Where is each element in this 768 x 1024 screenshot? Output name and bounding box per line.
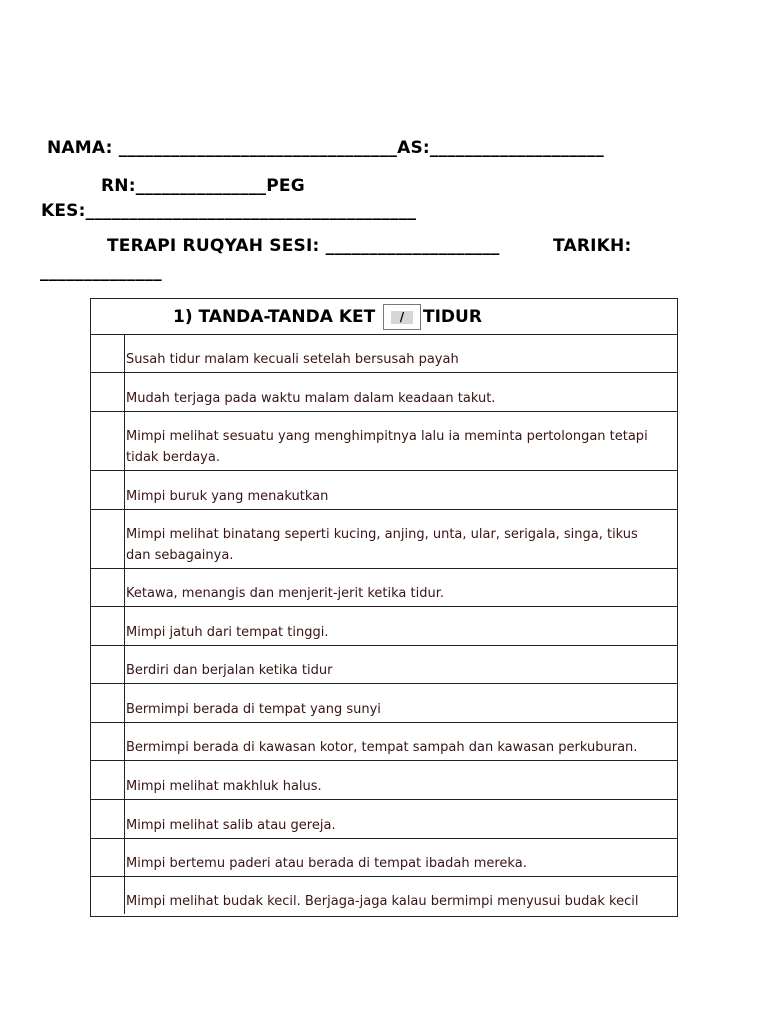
table-row [91, 877, 677, 914]
table-row [91, 412, 677, 471]
checkbox-cell[interactable] [91, 761, 125, 799]
row-text: Mimpi melihat makhluk halus. [126, 779, 322, 794]
row-text: Mudah terjaga pada waktu malam dalam keadaan takut. [126, 391, 496, 406]
slash-mark: / [391, 311, 413, 324]
terapi-sesi-line: TERAPI RUQYAH SESI: ____________________ [107, 236, 500, 256]
table-row [91, 607, 677, 646]
kes-line: KES:______________________________________ [41, 201, 417, 221]
row-text: Mimpi bertemu paderi atau berada di tempat ibadah mereka. [126, 856, 527, 871]
rn-peg-line: RN:_______________PEG [101, 176, 305, 196]
section-title-part2: TIDUR [423, 307, 482, 327]
nama-as-line: NAMA: ________________________________AS:____________________ [47, 138, 604, 158]
table-row [91, 684, 677, 723]
row-text: Mimpi melihat budak kecil. Berjaga-jaga kalau bermimpi menyusui budak kecil [126, 894, 639, 909]
checkbox-cell[interactable] [91, 412, 125, 470]
checkbox-cell[interactable] [91, 646, 125, 683]
row-text: Bermimpi berada di kawasan kotor, tempat sampah dan kawasan perkuburan. [126, 740, 638, 755]
table-row [91, 839, 677, 877]
checkbox-cell[interactable] [91, 373, 125, 411]
checkbox-cell[interactable] [91, 569, 125, 606]
row-text: Berdiri dan berjalan ketika tidur [126, 663, 333, 678]
table-row [91, 723, 677, 761]
checklist-table [90, 298, 678, 917]
table-row [91, 373, 677, 412]
row-text: Mimpi buruk yang menakutkan [126, 489, 329, 504]
row-text: Ketawa, menangis dan menjerit-jerit ketika tidur. [126, 586, 444, 601]
row-text: Mimpi melihat binatang seperti kucing, anjing, unta, ular, serigala, singa, tikus dan sebagainya. [126, 527, 638, 563]
checkbox-cell[interactable] [91, 335, 125, 372]
row-text: Bermimpi berada di tempat yang sunyi [126, 702, 381, 717]
checkbox-cell[interactable] [91, 800, 125, 838]
row-text: Susah tidur malam kecuali setelah bersusah payah [126, 352, 459, 367]
table-row [91, 335, 677, 373]
section-title-part1: 1) TANDA-TANDA KET [173, 307, 376, 327]
checkbox-cell[interactable] [91, 877, 125, 914]
table-row [91, 646, 677, 684]
checkbox-cell[interactable] [91, 471, 125, 509]
row-text: Mimpi melihat salib atau gereja. [126, 818, 336, 833]
table-row [91, 510, 677, 569]
slash-box[interactable] [383, 304, 421, 330]
row-text: Mimpi melihat sesuatu yang menghimpitnya lalu ia meminta pertolongan tetapi tidak berdaya. [126, 429, 648, 465]
row-text: Mimpi jatuh dari tempat tinggi. [126, 625, 329, 640]
section-title-row [91, 299, 677, 335]
tarikh-blank: ______________ [40, 262, 162, 282]
checkbox-cell[interactable] [91, 839, 125, 876]
checkbox-cell[interactable] [91, 607, 125, 645]
checkbox-cell[interactable] [91, 723, 125, 760]
table-row [91, 471, 677, 510]
table-row [91, 800, 677, 839]
checkbox-cell[interactable] [91, 684, 125, 722]
table-row [91, 569, 677, 607]
table-row [91, 761, 677, 800]
checkbox-cell[interactable] [91, 510, 125, 568]
tarikh-label: TARIKH: [553, 236, 632, 256]
